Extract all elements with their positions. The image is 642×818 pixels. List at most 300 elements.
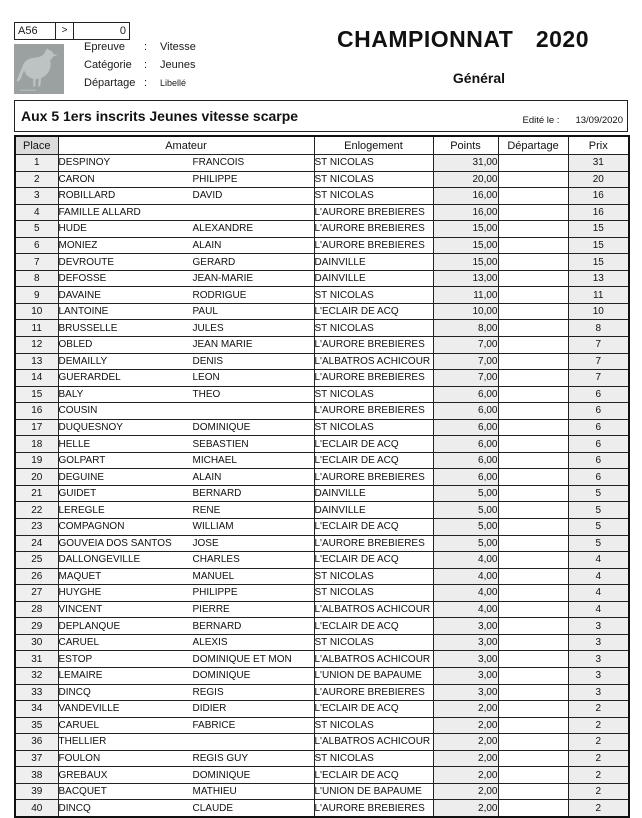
cell-points: 3,00 [433,684,498,701]
cell-place: 8 [15,270,58,287]
cell-amateur [58,287,314,304]
table-row [15,270,629,287]
table-row [15,254,629,271]
cell-points: 7,00 [433,337,498,354]
amateur-lastname: ROBILLARD [58,190,116,202]
colon-separator: : [144,59,148,71]
cell-prix: 6 [568,386,629,403]
cell-departage [498,155,568,172]
amateur-lastname: BALY [58,388,84,400]
cell-prix: 7 [568,353,629,370]
cell-departage [498,337,568,354]
cell-points: 4,00 [433,552,498,569]
cell-points: 7,00 [433,353,498,370]
table-row [15,585,629,602]
meta-row-categorie [84,56,196,74]
cell-points: 2,00 [433,750,498,767]
amateur-lastname: DALLONGEVILLE [58,554,141,566]
results-table [14,135,630,818]
epreuve-label: Epreuve [84,41,125,53]
amateur-lastname: GOUVEIA DOS SANTOS [58,537,172,549]
table-row [15,386,629,403]
amateur-firstname: LEON [192,372,220,384]
cell-enlogement: ST NICOLAS [314,568,433,585]
cell-place: 16 [15,403,58,420]
amateur-lastname: BACQUET [58,786,107,798]
table-row [15,783,629,800]
cell-departage [498,270,568,287]
amateur-firstname: DAVID [192,190,223,202]
cell-place: 18 [15,436,58,453]
cell-prix: 4 [568,601,629,618]
table-row [15,651,629,668]
amateur-firstname: ALAIN [192,240,222,251]
cell-enlogement: L'ALBATROS ACHICOUR [314,601,433,618]
cell-points: 10,00 [433,303,498,320]
table-row [15,734,629,751]
cell-place: 40 [15,800,58,817]
cell-departage [498,634,568,651]
amateur-lastname: HUDE [58,223,87,235]
amateur-firstname: RENE [192,504,221,516]
cell-enlogement: L'ALBATROS ACHICOUR [314,734,433,751]
cell-enlogement: L'ECLAIR DE ACQ [314,767,433,784]
amateur-firstname: THEO [192,388,221,400]
cell-place: 11 [15,320,58,337]
cell-amateur [58,155,314,172]
cell-place: 20 [15,469,58,486]
amateur-lastname: DEGUINE [58,471,105,483]
cell-departage [498,303,568,320]
table-row [15,667,629,684]
amateur-firstname: ALEXIS [192,637,228,649]
amateur-firstname: CHARLES [192,554,240,566]
championship-title-row [337,26,589,53]
cell-prix: 15 [568,221,629,238]
threshold-code: A56 [15,23,56,39]
cell-departage [498,651,568,668]
cell-enlogement: ST NICOLAS [314,717,433,734]
table-row [15,684,629,701]
cell-departage [498,667,568,684]
cell-enlogement: ST NICOLAS [314,634,433,651]
report-meta [84,38,196,92]
cell-enlogement: L'AURORE BREBIERES [314,204,433,221]
cell-prix: 2 [568,800,629,817]
cell-enlogement: L'AURORE BREBIERES [314,684,433,701]
cell-enlogement: DAINVILLE [314,270,433,287]
amateur-firstname: DOMINIQUE [192,422,251,434]
amateur-firstname: PHILIPPE [192,173,238,185]
cell-points: 2,00 [433,734,498,751]
amateur-firstname: CLAUDE [192,802,234,814]
cell-enlogement: L'AURORE BREBIERES [314,800,433,817]
cell-place: 27 [15,585,58,602]
cell-place: 19 [15,452,58,469]
pigeon-logo-icon [14,44,64,94]
cell-enlogement: ST NICOLAS [314,188,433,205]
cell-departage [498,386,568,403]
cell-prix: 6 [568,452,629,469]
cell-departage [498,519,568,536]
cell-departage [498,188,568,205]
cell-place: 12 [15,337,58,354]
cell-departage [498,601,568,618]
cell-amateur [58,750,314,767]
cell-departage [498,684,568,701]
cell-amateur [58,601,314,618]
cell-enlogement: L'AURORE BREBIERES [314,337,433,354]
cell-points: 5,00 [433,519,498,536]
cell-place: 21 [15,485,58,502]
cell-prix: 31 [568,155,629,172]
amateur-firstname: BERNARD [192,620,242,632]
amateur-firstname: PAUL [192,306,218,318]
amateur-lastname: VINCENT [58,604,103,616]
amateur-firstname: PHILIPPE [192,587,238,599]
amateur-firstname: MICHAEL [192,455,237,467]
cell-prix: 15 [568,254,629,271]
cell-prix: 2 [568,717,629,734]
amateur-lastname: MONIEZ [58,240,98,251]
cell-amateur [58,734,314,751]
cell-enlogement: L'ALBATROS ACHICOUR [314,651,433,668]
col-header-departage: Départage [498,136,568,155]
cell-place: 22 [15,502,58,519]
cell-amateur [58,337,314,354]
cell-amateur [58,419,314,436]
amateur-firstname: DOMINIQUE [192,769,251,781]
amateur-lastname: LEMAIRE [58,670,103,682]
table-row [15,485,629,502]
amateur-lastname: GREBAUX [58,769,108,781]
table-row [15,337,629,354]
cell-place: 25 [15,552,58,569]
cell-prix: 3 [568,667,629,684]
cell-enlogement: L'AURORE BREBIERES [314,469,433,486]
cell-departage [498,552,568,569]
cell-prix: 2 [568,701,629,718]
cell-enlogement: L'ECLAIR DE ACQ [314,452,433,469]
cell-enlogement: L'ECLAIR DE ACQ [314,519,433,536]
amateur-firstname: JEAN-MARIE [192,273,254,285]
amateur-lastname: GUIDET [58,488,97,500]
amateur-lastname: HELLE [58,438,91,450]
cell-place: 30 [15,634,58,651]
cell-prix: 3 [568,634,629,651]
banner-title: Aux 5 1ers inscrits Jeunes vitesse scarpe [21,108,299,124]
results-table-wrap [14,135,630,818]
cell-prix: 2 [568,767,629,784]
cell-amateur [58,320,314,337]
cell-points: 31,00 [433,155,498,172]
colon-separator: : [144,41,148,53]
cell-place: 36 [15,734,58,751]
cell-amateur [58,171,314,188]
cell-departage [498,254,568,271]
amateur-firstname: SEBASTIEN [192,438,249,450]
cell-prix: 5 [568,502,629,519]
cell-amateur [58,783,314,800]
cell-amateur [58,270,314,287]
col-header-points: Points [433,136,498,155]
cell-place: 3 [15,188,58,205]
amateur-lastname: HUYGHE [58,587,102,599]
amateur-lastname: VANDEVILLE [58,703,120,715]
table-row [15,800,629,817]
cell-place: 26 [15,568,58,585]
cell-amateur [58,452,314,469]
cell-prix: 6 [568,436,629,453]
amateur-firstname: BERNARD [192,488,242,500]
cell-points: 5,00 [433,535,498,552]
amateur-firstname: DENIS [192,355,224,367]
cell-place: 34 [15,701,58,718]
cell-place: 1 [15,155,58,172]
epreuve-value: Vitesse [160,41,196,53]
cell-points: 7,00 [433,370,498,387]
cell-departage [498,237,568,254]
cell-points: 6,00 [433,469,498,486]
cell-points: 6,00 [433,419,498,436]
cell-place: 33 [15,684,58,701]
edited-date: 13/09/2020 [575,115,623,126]
table-row [15,452,629,469]
cell-prix: 2 [568,783,629,800]
cell-prix: 3 [568,651,629,668]
cell-prix: 5 [568,519,629,536]
general-subtitle: Général [452,70,506,86]
cell-prix: 2 [568,750,629,767]
cell-prix: 6 [568,403,629,420]
cell-amateur [58,585,314,602]
cell-amateur [58,386,314,403]
amateur-firstname: DIDIER [192,703,227,715]
cell-amateur [58,667,314,684]
col-header-enlogement: Enlogement [314,136,433,155]
cell-prix: 5 [568,535,629,552]
cell-enlogement: ST NICOLAS [314,585,433,602]
table-row [15,353,629,370]
cell-departage [498,783,568,800]
amateur-lastname: DAVAINE [58,289,101,301]
threshold-value-field: 0 [119,25,126,37]
cell-points: 2,00 [433,767,498,784]
cell-place: 29 [15,618,58,635]
cell-departage [498,701,568,718]
cell-amateur [58,370,314,387]
amateur-firstname: RODRIGUE [192,289,247,301]
cell-prix: 11 [568,287,629,304]
cell-enlogement: L'ECLAIR DE ACQ [314,303,433,320]
cell-place: 4 [15,204,58,221]
amateur-lastname: DEFOSSE [58,273,107,285]
results-table-body [15,155,629,817]
colon-separator: : [144,77,148,89]
table-row [15,750,629,767]
amateur-lastname: FOULON [58,752,101,764]
amateur-lastname: GUERARDEL [58,372,121,384]
meta-row-epreuve [84,38,196,56]
cell-amateur [58,204,314,221]
cell-place: 17 [15,419,58,436]
amateur-lastname: MAQUET [58,570,102,582]
cell-departage [498,585,568,602]
cell-amateur [58,221,314,238]
cell-place: 39 [15,783,58,800]
cell-prix: 7 [568,370,629,387]
amateur-lastname: DEPLANQUE [58,620,121,632]
cell-prix: 7 [568,337,629,354]
categorie-label: Catégorie [84,59,132,71]
amateur-firstname: DOMINIQUE [192,670,251,682]
cell-place: 23 [15,519,58,536]
cell-enlogement: L'ECLAIR DE ACQ [314,618,433,635]
cell-place: 2 [15,171,58,188]
table-row [15,767,629,784]
cell-place: 24 [15,535,58,552]
cell-points: 2,00 [433,717,498,734]
greater-than-operator: > [56,23,74,39]
table-row [15,717,629,734]
cell-points: 3,00 [433,634,498,651]
meta-row-departage [84,74,196,92]
table-row [15,171,629,188]
cell-prix: 2 [568,734,629,751]
cell-points: 6,00 [433,386,498,403]
cell-prix: 4 [568,585,629,602]
cell-place: 9 [15,287,58,304]
cell-enlogement: L'AURORE BREBIERES [314,403,433,420]
table-row [15,436,629,453]
cell-departage [498,320,568,337]
report-banner [14,100,628,132]
cell-enlogement: DAINVILLE [314,502,433,519]
amateur-lastname: CARUEL [58,637,100,649]
cell-points: 4,00 [433,601,498,618]
amateur-lastname: CARON [58,173,95,185]
amateur-firstname: JEAN MARIE [192,339,253,351]
cell-departage [498,485,568,502]
amateur-lastname: OBLED [58,339,93,351]
cell-prix: 20 [568,171,629,188]
amateur-lastname: LANTOINE [58,306,109,318]
cell-prix: 4 [568,568,629,585]
cell-prix: 6 [568,419,629,436]
cell-enlogement: L'AURORE BREBIERES [314,370,433,387]
cell-amateur [58,303,314,320]
cell-place: 32 [15,667,58,684]
table-row [15,535,629,552]
cell-enlogement: L'AURORE BREBIERES [314,221,433,238]
cell-departage [498,452,568,469]
cell-place: 31 [15,651,58,668]
cell-points: 16,00 [433,204,498,221]
amateur-firstname: JOSE [192,537,219,549]
cell-amateur [58,535,314,552]
table-row [15,701,629,718]
col-header-place: Place [15,136,58,155]
cell-amateur [58,469,314,486]
table-row [15,303,629,320]
cell-enlogement: DAINVILLE [314,254,433,271]
amateur-firstname: WILLIAM [192,521,234,533]
cell-amateur [58,502,314,519]
cell-enlogement: L'UNION DE BAPAUME [314,667,433,684]
table-row [15,419,629,436]
cell-amateur [58,800,314,817]
cell-enlogement: L'ECLAIR DE ACQ [314,701,433,718]
cell-enlogement: ST NICOLAS [314,287,433,304]
cell-departage [498,568,568,585]
cell-amateur [58,237,314,254]
amateur-lastname: COUSIN [58,405,98,417]
cell-points: 15,00 [433,221,498,238]
cell-points: 6,00 [433,436,498,453]
cell-prix: 10 [568,303,629,320]
amateur-lastname: THELLIER [58,736,107,748]
cell-prix: 16 [568,204,629,221]
cell-departage [498,403,568,420]
cell-enlogement: ST NICOLAS [314,171,433,188]
amateur-lastname: GOLPART [58,455,106,467]
cell-points: 6,00 [433,452,498,469]
cell-amateur [58,651,314,668]
amateur-firstname: FRANCOIS [192,157,245,169]
amateur-lastname: DEVROUTE [58,256,115,268]
categorie-value: Jeunes [160,59,196,71]
cell-departage [498,171,568,188]
amateur-firstname: GERARD [192,256,236,268]
cell-enlogement: ST NICOLAS [314,155,433,172]
cell-amateur [58,485,314,502]
cell-amateur [58,568,314,585]
cell-amateur [58,519,314,536]
cell-departage [498,750,568,767]
cell-departage [498,618,568,635]
table-row [15,155,629,172]
cell-prix: 3 [568,618,629,635]
cell-enlogement: L'ECLAIR DE ACQ [314,552,433,569]
cell-departage [498,221,568,238]
cell-enlogement: L'ECLAIR DE ACQ [314,436,433,453]
cell-points: 2,00 [433,701,498,718]
amateur-firstname: ALEXANDRE [192,223,254,235]
cell-amateur [58,353,314,370]
departage-value: Libellé [160,78,187,88]
cell-place: 15 [15,386,58,403]
amateur-lastname: BRUSSELLE [58,322,118,334]
cell-enlogement: ST NICOLAS [314,419,433,436]
cell-place: 35 [15,717,58,734]
cell-points: 3,00 [433,651,498,668]
cell-departage [498,370,568,387]
cell-prix: 3 [568,684,629,701]
amateur-firstname: MATHIEU [192,786,237,798]
cell-departage [498,204,568,221]
cell-amateur [58,767,314,784]
table-row [15,221,629,238]
cell-amateur [58,254,314,271]
cell-points: 4,00 [433,568,498,585]
cell-amateur [58,436,314,453]
cell-amateur [58,188,314,205]
amateur-firstname: PIERRE [192,604,230,616]
table-row [15,469,629,486]
cell-points: 16,00 [433,188,498,205]
cell-points: 5,00 [433,502,498,519]
table-row [15,552,629,569]
